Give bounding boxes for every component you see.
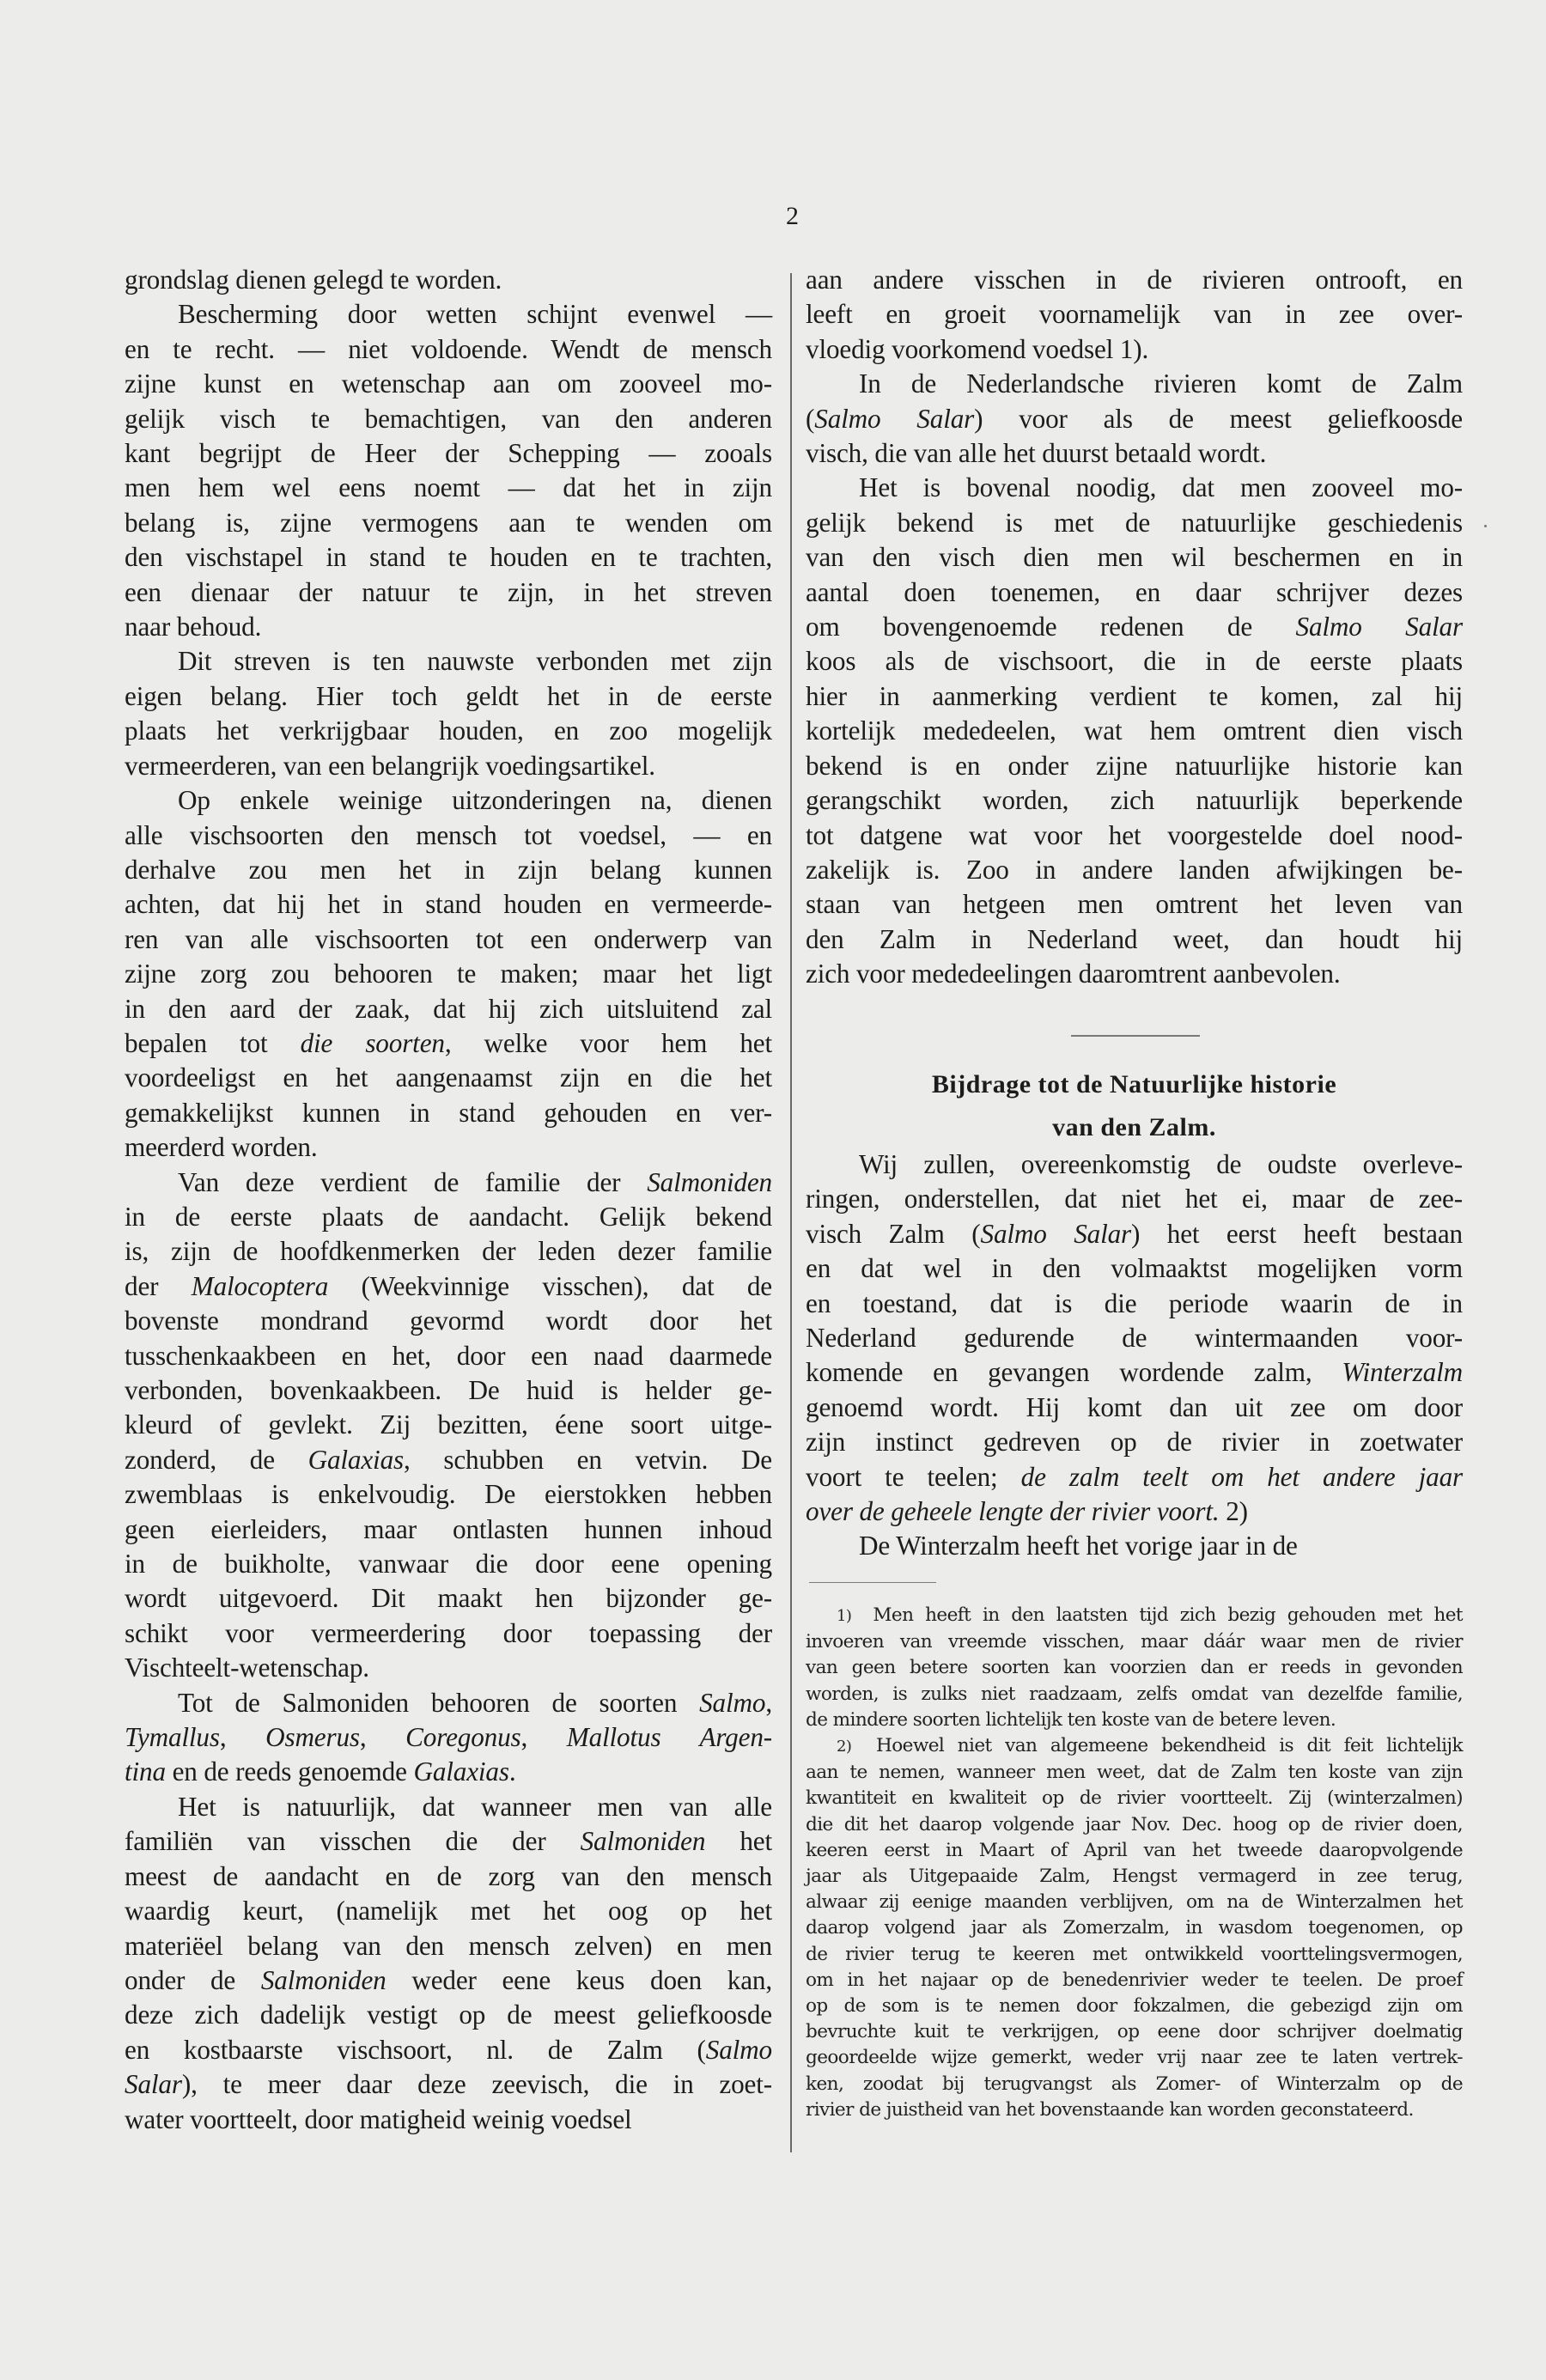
paragraph bbox=[806, 367, 1463, 471]
text-run: invoeren van vreemde visschen, maar dáár waar men de rivier bbox=[806, 1631, 1463, 1653]
text-run: aan andere visschen in de rivieren ontrooft, en bbox=[806, 265, 1463, 295]
text-run: familiën van visschen die der bbox=[125, 1826, 581, 1857]
text-line bbox=[806, 853, 1463, 887]
text-run: worden, is zulks niet raadzaam, zelfs omdat van dezelfde familie, bbox=[806, 1683, 1463, 1705]
text-line bbox=[806, 540, 1463, 575]
text-line bbox=[125, 1061, 772, 1095]
text-run: Nederland gedurende de wintermaanden voor- bbox=[806, 1323, 1463, 1354]
paragraph bbox=[806, 1147, 1463, 1529]
text-line bbox=[125, 1408, 772, 1442]
text-run: die dit het daarop volgende jaar Nov. Dec. hoog op de rivier doen, bbox=[806, 1813, 1463, 1835]
text-line bbox=[125, 819, 772, 853]
section-heading bbox=[806, 1063, 1463, 1149]
text-run: verbonden, bovenkaakbeen. De huid is helder ge- bbox=[125, 1375, 772, 1405]
text-line bbox=[125, 644, 772, 679]
text-run: en de reeds genoemde bbox=[165, 1756, 414, 1787]
text-line bbox=[806, 2097, 1463, 2123]
text-run: belang is, zijne vermogens aan te wenden om bbox=[125, 507, 772, 538]
text-run: en dat wel in den volmaaktst mogelijken vorm bbox=[806, 1253, 1463, 1284]
text-run: plaats het verkrijgbaar houden, en zoo mogelijk bbox=[125, 715, 772, 746]
text-run: waardig keurt, (namelijk met het oog op het bbox=[125, 1896, 772, 1927]
italic-run: Salmoniden bbox=[580, 1826, 706, 1857]
text-line bbox=[125, 1547, 772, 1581]
page-number: 2 bbox=[786, 202, 799, 230]
text-run: aantal doen toenemen, en daar schrijver dezes bbox=[806, 576, 1463, 607]
text-run: in de eerste plaats de aandacht. Gelijk bekend bbox=[125, 1201, 772, 1232]
text-run: den Zalm in Nederland weet, dan houdt hij bbox=[806, 923, 1463, 954]
text-run: ) voor als de meest geliefkoosde bbox=[974, 403, 1463, 434]
text-run: daarop volgend jaar als Zomerzalm, in wasdom toegenomen, op bbox=[806, 1917, 1463, 1939]
text-run: alwaar zij eenige maanden verblijven, om na de Winterzalmen het bbox=[806, 1891, 1463, 1914]
text-run: visch, die van alle het duurst betaald wordt. bbox=[806, 438, 1267, 469]
text-line bbox=[806, 1942, 1463, 1968]
text-line bbox=[806, 783, 1463, 818]
text-line bbox=[125, 1998, 772, 2032]
italic-run: Galaxias bbox=[413, 1756, 509, 1787]
text-run: zonderd, de bbox=[125, 1444, 308, 1475]
text-run: op de som is te nemen door fokzalmen, die gebezigd zijn om bbox=[806, 1995, 1463, 2018]
text-line bbox=[806, 2019, 1463, 2045]
text-run: schikt voor vermeerdering door toepassing der bbox=[125, 1617, 772, 1648]
text-run: koos als de vischsoort, die in de eerste plaats bbox=[806, 646, 1463, 677]
column-rule bbox=[790, 273, 792, 2152]
text-line bbox=[125, 1373, 772, 1408]
paragraph bbox=[125, 644, 772, 783]
text-line bbox=[125, 297, 772, 332]
text-line bbox=[125, 2067, 772, 2102]
italic-run: Salmoniden bbox=[260, 1964, 386, 1995]
text-line bbox=[806, 819, 1463, 853]
text-run: en kostbaarste vischsoort, nl. de Zalm ( bbox=[125, 2034, 706, 2065]
text-run: het bbox=[705, 1826, 772, 1857]
text-run: den vischstapel in stand te houden en te trachten, bbox=[125, 542, 772, 573]
text-run: ), te meer daar deze zeevisch, die in zoet- bbox=[181, 2069, 772, 2100]
text-line bbox=[806, 402, 1463, 436]
text-line bbox=[806, 1217, 1463, 1251]
text-line bbox=[806, 1838, 1463, 1864]
text-run: zich voor mededeelingen daaromtrent aanbevolen. bbox=[806, 959, 1341, 989]
text-run: visch Zalm ( bbox=[806, 1218, 981, 1249]
text-line bbox=[806, 714, 1463, 748]
text-line bbox=[125, 1929, 772, 1963]
text-line bbox=[806, 1915, 1463, 1941]
text-run: ken, zoodat bij terugvangst als Zomer- of Winterzalm op de bbox=[806, 2073, 1463, 2095]
text-run: rivier de juistheid van het bovenstaande kan worden geconstateerd. bbox=[806, 2098, 1414, 2121]
text-run: naar behoud. bbox=[125, 612, 262, 642]
text-line bbox=[125, 1269, 772, 1304]
text-line bbox=[125, 1339, 772, 1373]
text-line bbox=[806, 922, 1463, 957]
text-line bbox=[125, 506, 772, 540]
text-line bbox=[806, 1707, 1463, 1733]
text-line bbox=[125, 367, 772, 401]
text-run: meerderd worden. bbox=[125, 1132, 318, 1163]
paragraph bbox=[125, 1166, 772, 1686]
text-run: kleurd of gevlekt. Zij bezitten, éene soort uitge- bbox=[125, 1409, 772, 1440]
text-line bbox=[125, 332, 772, 367]
text-line bbox=[125, 853, 772, 887]
paragraph bbox=[125, 1686, 772, 1790]
heading-line-1: Bijdrage tot de Natuurlijke historie bbox=[931, 1070, 1337, 1099]
italic-run: Osmerus bbox=[265, 1722, 360, 1753]
text-run: De Winterzalm heeft het vorige jaar in de bbox=[859, 1531, 1298, 1561]
text-run: Hoewel niet van algemeene bekendheid is dit feit lichtelijk bbox=[876, 1735, 1463, 1757]
text-line bbox=[125, 992, 772, 1026]
italic-run: Salar bbox=[125, 2069, 182, 2100]
paragraph bbox=[806, 471, 1463, 991]
text-run: en toestand, dat is die periode waarin de in bbox=[806, 1287, 1463, 1318]
text-line bbox=[125, 887, 772, 922]
italic-run: Salmo bbox=[699, 1687, 766, 1718]
text-line bbox=[125, 1477, 772, 1512]
footnotes bbox=[806, 1603, 1463, 2123]
text-line bbox=[806, 1629, 1463, 1655]
text-run: bevruchte kuit te verkrijgen, op eene door schrijver doelmatig bbox=[806, 2021, 1463, 2043]
footnote-marker: 1) bbox=[837, 1607, 873, 1625]
text-line bbox=[806, 1968, 1463, 1993]
text-run: achten, dat hij het in stand houden en vermeerde- bbox=[125, 889, 772, 920]
text-run: om bovengenoemde redenen de bbox=[806, 612, 1296, 642]
text-line bbox=[125, 957, 772, 991]
text-line bbox=[125, 1963, 772, 1998]
text-line bbox=[125, 471, 772, 505]
text-run: , welke voor hem het bbox=[444, 1027, 772, 1058]
text-line bbox=[125, 436, 772, 471]
text-run: eigen belang. Hier toch geldt het in de eerste bbox=[125, 680, 772, 711]
italic-run: Malocoptera bbox=[191, 1270, 329, 1301]
text-line bbox=[806, 1425, 1463, 1459]
text-run: In de Nederlandsche rivieren komt de Zalm bbox=[859, 368, 1463, 399]
text-line bbox=[806, 1391, 1463, 1425]
text-run: genoemd wordt. Hij komt dan uit zee om door bbox=[806, 1391, 1463, 1422]
text-line bbox=[125, 1096, 772, 1130]
text-line bbox=[806, 367, 1463, 401]
text-line bbox=[125, 1860, 772, 1894]
text-run: kant begrijpt de Heer der Schepping — zooals bbox=[125, 438, 772, 469]
text-line bbox=[806, 436, 1463, 471]
text-line bbox=[806, 263, 1463, 297]
text-run: vermeerderen, van een belangrijk voedingsartikel. bbox=[125, 750, 655, 781]
text-run: keeren eerst in Maart of April van het tweede daaropvolgende bbox=[806, 1839, 1463, 1861]
text-run: zwemblaas is enkelvoudig. De eierstokken hebben bbox=[125, 1479, 772, 1510]
text-run: geen eierleiders, maar ontlasten hunnen inhoud bbox=[125, 1513, 772, 1544]
text-run: tot datgene wat voor het voorgestelde doel nood- bbox=[806, 819, 1463, 850]
footnote bbox=[806, 1603, 1463, 1733]
text-line bbox=[806, 2072, 1463, 2097]
text-run: van geen betere soorten kan voorzien dan er reeds in gevonden bbox=[806, 1657, 1463, 1679]
text-line bbox=[806, 749, 1463, 783]
italic-run: Tymallus bbox=[125, 1722, 220, 1753]
text-run: , schubben en vetvin. De bbox=[404, 1444, 772, 1475]
text-run: (Weekvinnige visschen), dat de bbox=[328, 1270, 772, 1301]
text-line bbox=[125, 1616, 772, 1651]
text-run: de mindere soorten lichtelijk ten koste van de betere leven. bbox=[806, 1708, 1336, 1731]
text-line bbox=[806, 506, 1463, 540]
text-run: Vischteelt-wetenschap. bbox=[125, 1653, 369, 1683]
text-run: onder de bbox=[125, 1964, 261, 1995]
left-column bbox=[125, 263, 772, 2137]
text-line bbox=[125, 1166, 772, 1200]
italic-run: die soorten bbox=[300, 1027, 445, 1058]
text-line bbox=[125, 1824, 772, 1859]
text-line bbox=[125, 783, 772, 818]
italic-run: Winterzalm bbox=[1342, 1357, 1463, 1388]
text-run: , bbox=[359, 1722, 406, 1753]
paragraph bbox=[125, 263, 772, 297]
text-run: voordeeligst en het aangenaamst zijn en die het bbox=[125, 1062, 772, 1093]
text-run: hier in aanmerking verdient te komen, zal hij bbox=[806, 680, 1463, 711]
text-line bbox=[806, 1993, 1463, 2019]
text-line bbox=[125, 1443, 772, 1477]
text-run: Op enkele weinige uitzonderingen na, dienen bbox=[178, 785, 772, 816]
text-line bbox=[125, 1651, 772, 1685]
text-line bbox=[125, 1130, 772, 1165]
footnote bbox=[806, 1733, 1463, 2123]
text-run: vloedig voorkomend voedsel 1). bbox=[806, 333, 1149, 364]
italic-run: Galaxias bbox=[307, 1444, 405, 1475]
text-line bbox=[125, 263, 772, 297]
right-column-bottom bbox=[806, 1147, 1463, 1564]
text-run: jaar als Uitgepaaide Zalm, Hengst vermagerd in zee terug, bbox=[806, 1866, 1463, 1888]
text-line bbox=[125, 2033, 772, 2067]
text-line bbox=[806, 610, 1463, 644]
text-line bbox=[806, 297, 1463, 332]
text-run: ren van alle vischsoorten tot een onderwerp van bbox=[125, 923, 772, 954]
text-line bbox=[125, 714, 772, 748]
text-line bbox=[125, 1200, 772, 1234]
text-run: der bbox=[125, 1270, 192, 1301]
text-run: komende en gevangen wordende zalm, bbox=[806, 1357, 1342, 1388]
text-run: gelijk visch te bemachtigen, van den anderen bbox=[125, 403, 772, 434]
italic-run: Salmo Salar bbox=[1295, 612, 1463, 642]
text-run: Men heeft in den laatsten tijd zich bezig gehouden met het bbox=[873, 1604, 1463, 1626]
text-run: in de buikholte, vanwaar die door eene opening bbox=[125, 1549, 772, 1580]
text-run: ringen, onderstellen, dat niet het ei, maar de zee- bbox=[806, 1184, 1463, 1214]
text-line bbox=[806, 679, 1463, 714]
italic-run: Mallotus Argen- bbox=[566, 1722, 772, 1753]
text-line bbox=[806, 1529, 1463, 1563]
text-run: zakelijk is. Zoo in andere landen afwijkingen be- bbox=[806, 854, 1463, 885]
text-run: Van deze verdient de familie der bbox=[178, 1166, 648, 1197]
italic-run: Salmoniden bbox=[647, 1166, 772, 1197]
text-run: meest de aandacht en de zorg van den mensch bbox=[125, 1860, 772, 1891]
text-line bbox=[806, 1355, 1463, 1390]
text-line bbox=[125, 1513, 772, 1547]
text-run: Dit streven is ten nauwste verbonden met zijn bbox=[178, 646, 772, 677]
text-line bbox=[125, 610, 772, 644]
text-run: kwantiteit en kwaliteit op de rivier voortteelt. Zij (winterzalmen) bbox=[806, 1787, 1463, 1810]
text-run: een dienaar der natuur te zijn, in het streven bbox=[125, 576, 772, 607]
text-line bbox=[125, 749, 772, 783]
text-run: Wij zullen, overeenkomstig de oudste overleve- bbox=[859, 1149, 1463, 1179]
text-run: Tot de Salmoniden behooren de soorten bbox=[178, 1687, 700, 1718]
text-run: is, zijn de hoofdkenmerken der leden dezer familie bbox=[125, 1236, 772, 1267]
text-run: in den aard der zaak, dat hij zich uitsluitend zal bbox=[125, 993, 772, 1024]
paragraph bbox=[125, 1790, 772, 2137]
text-run: bepalen tot bbox=[125, 1027, 301, 1058]
paragraph bbox=[806, 1529, 1463, 1563]
text-run: en te recht. — niet voldoende. Wendt de mensch bbox=[125, 333, 772, 364]
italic-run: Salmo Salar bbox=[980, 1218, 1132, 1249]
text-line bbox=[125, 1581, 772, 1616]
text-line bbox=[806, 1786, 1463, 1811]
text-line bbox=[125, 1894, 772, 1928]
text-run: geoordeelde wijze gemerkt, weder vrij naar zee te laten vertrek- bbox=[806, 2047, 1463, 2069]
text-run: ( bbox=[806, 403, 815, 434]
text-run: zijne zorg zou behooren te maken; maar het ligt bbox=[125, 959, 772, 989]
text-run: gemakkelijkst kunnen in stand gehouden en ver- bbox=[125, 1097, 772, 1128]
text-run: water voortteelt, door matigheid weinig voedsel bbox=[125, 2103, 632, 2134]
text-line bbox=[806, 1182, 1463, 1216]
text-run: deze zich dadelijk vestigt op de meest geliefkoosde bbox=[125, 2000, 772, 2030]
text-run: weder eene keus doen kan, bbox=[386, 1964, 772, 1995]
paper-speck bbox=[1484, 525, 1487, 527]
text-run: , bbox=[765, 1687, 772, 1718]
text-line bbox=[806, 575, 1463, 610]
text-line bbox=[125, 679, 772, 714]
text-line bbox=[125, 1755, 772, 1789]
text-line bbox=[806, 1760, 1463, 1786]
text-run: , bbox=[219, 1722, 266, 1753]
text-line bbox=[806, 1733, 1463, 1760]
heading-line-2: van den Zalm. bbox=[1052, 1113, 1216, 1141]
text-run: gerangschikt worden, zich natuurlijk beperkende bbox=[806, 785, 1463, 816]
text-run: men hem wel eens noemt — dat het in zijn bbox=[125, 472, 772, 503]
text-line bbox=[806, 1812, 1463, 1838]
text-run: , bbox=[520, 1722, 567, 1753]
italic-run: Salmo Salar bbox=[814, 403, 975, 434]
text-line bbox=[125, 2103, 772, 2137]
text-line bbox=[806, 332, 1463, 367]
text-line bbox=[125, 1026, 772, 1061]
text-run: staan van hetgeen men omtrent het leven van bbox=[806, 889, 1463, 920]
text-run: grondslag dienen gelegd te worden. bbox=[125, 265, 502, 295]
right-column-top bbox=[806, 263, 1463, 992]
text-run: gelijk bekend is met de natuurlijke geschiedenis bbox=[806, 507, 1463, 538]
text-run: zijne kunst en wetenschap aan om zooveel mo- bbox=[125, 368, 772, 399]
paragraph bbox=[125, 783, 772, 1165]
text-line bbox=[806, 1287, 1463, 1321]
footnote-rule bbox=[809, 1582, 936, 1583]
text-run: Het is natuurlijk, dat wanneer men van alle bbox=[178, 1791, 772, 1822]
text-line bbox=[806, 1494, 1463, 1529]
italic-run: tina bbox=[125, 1756, 166, 1787]
text-line bbox=[806, 887, 1463, 922]
text-run: . bbox=[508, 1756, 516, 1787]
text-run: de rivier terug te keeren met ontwikkeld voorttelingsvermogen, bbox=[806, 1943, 1463, 1965]
text-run: 2) bbox=[1219, 1496, 1248, 1527]
paragraph bbox=[125, 297, 772, 644]
paragraph bbox=[806, 263, 1463, 367]
text-run: voort te teelen; bbox=[806, 1461, 1021, 1492]
text-line bbox=[125, 1686, 772, 1720]
text-line bbox=[125, 1304, 772, 1338]
text-run: materiëel belang van den mensch zelven) en men bbox=[125, 1930, 772, 1961]
text-run: om in het najaar op de benedenrivier weder te teelen. De proef bbox=[806, 1969, 1463, 1991]
text-run: alle vischsoorten den mensch tot voedsel, — en bbox=[125, 819, 772, 850]
text-run: van den visch dien men wil beschermen en in bbox=[806, 542, 1463, 573]
text-line bbox=[806, 2045, 1463, 2071]
text-line bbox=[806, 471, 1463, 505]
text-line bbox=[806, 1603, 1463, 1629]
footnote-marker: 2) bbox=[837, 1738, 877, 1756]
text-run: wordt uitgevoerd. Dit maakt hen bijzonder ge- bbox=[125, 1583, 772, 1614]
text-run: tusschenkaakbeen en het, door een naad daarmede bbox=[125, 1340, 772, 1371]
text-line bbox=[806, 1682, 1463, 1707]
text-run: bekend is en onder zijne natuurlijke historie kan bbox=[806, 750, 1463, 781]
text-line bbox=[125, 540, 772, 575]
italic-run: Salmo bbox=[705, 2034, 772, 2065]
text-line bbox=[125, 1790, 772, 1824]
text-run: bovenste mondrand gevormd wordt door het bbox=[125, 1306, 772, 1336]
text-run: aan te nemen, wanneer men weet, dat de Zalm ten koste van zijn bbox=[806, 1762, 1463, 1784]
italic-run: Coregonus bbox=[405, 1722, 521, 1753]
text-run: leeft en groeit voornamelijk van in zee over- bbox=[806, 299, 1463, 330]
text-line bbox=[125, 1720, 772, 1755]
text-line bbox=[125, 922, 772, 957]
text-line bbox=[806, 1890, 1463, 1915]
text-line bbox=[125, 402, 772, 436]
text-run: Het is bovenal noodig, dat men zooveel mo- bbox=[859, 472, 1463, 503]
text-line bbox=[125, 575, 772, 610]
text-line bbox=[806, 644, 1463, 679]
text-run: kortelijk mededeelen, wat hem omtrent dien visch bbox=[806, 715, 1463, 746]
text-run: zijn instinct gedreven op de rivier in zoetwater bbox=[806, 1427, 1463, 1458]
italic-run: over de geheele lengte der rivier voort. bbox=[806, 1496, 1220, 1527]
text-run: derhalve zou men het in zijn belang kunnen bbox=[125, 854, 772, 885]
text-line bbox=[806, 1321, 1463, 1355]
italic-run: de zalm teelt om het andere jaar bbox=[1020, 1461, 1463, 1492]
text-run: ) het eerst heeft bestaan bbox=[1131, 1218, 1463, 1249]
text-line bbox=[806, 1147, 1463, 1182]
text-line bbox=[806, 1251, 1463, 1286]
text-line bbox=[806, 1460, 1463, 1494]
section-separator bbox=[1071, 1035, 1200, 1037]
text-run: Bescherming door wetten schijnt evenwel — bbox=[178, 299, 772, 330]
text-line bbox=[806, 1655, 1463, 1681]
text-line bbox=[806, 1864, 1463, 1890]
text-line bbox=[806, 957, 1463, 991]
text-line bbox=[125, 1234, 772, 1269]
